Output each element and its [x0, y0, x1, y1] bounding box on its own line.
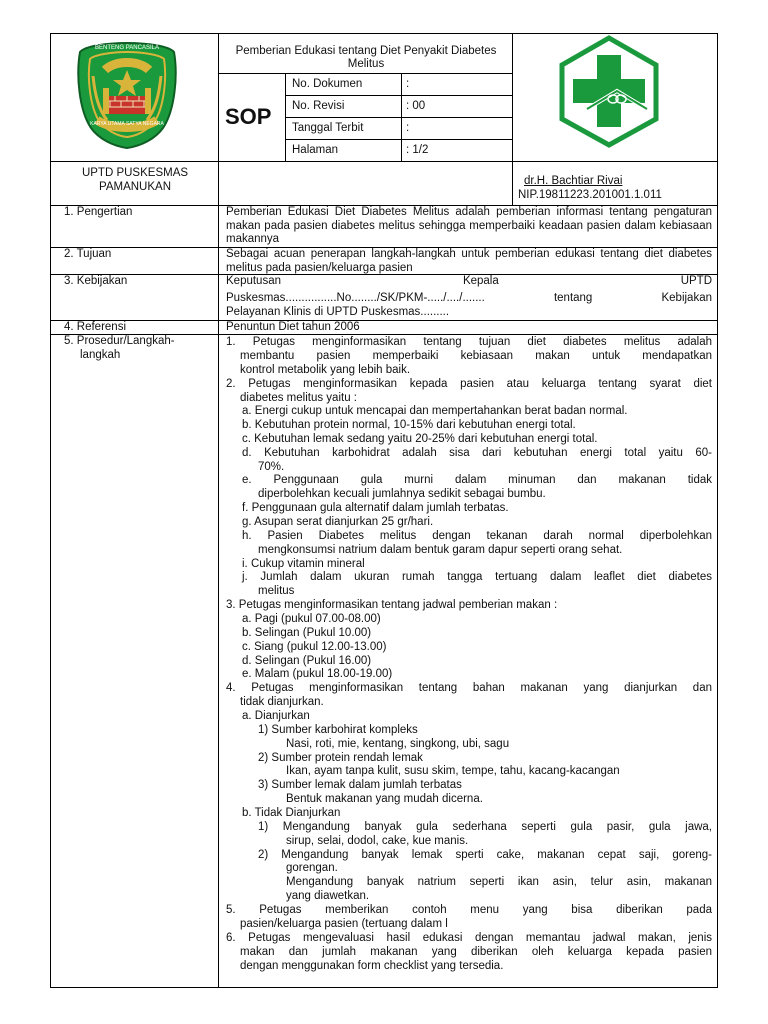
procedure-line: kontrol metabolik yang lebih baik.: [240, 364, 411, 376]
kebijakan-line-3: Pelayanan Klinis di UPTD Puskesmas.........: [226, 306, 450, 318]
procedure-line: melitus: [258, 585, 295, 597]
regency-emblem-logo: [75, 40, 180, 150]
procedure-line: a. Dianjurkan: [242, 710, 310, 722]
text-tujuan: Sebagai acuan penerapan langkah-langkah untuk pemberian edukasi tentang diet diabetes melitus pada pasien/keluarga pasien: [226, 248, 712, 274]
procedure-line: 3) Sumber lemak dalam jumlah terbatas: [258, 779, 462, 791]
signatory-name: dr.H. Bachtiar Rivai: [524, 175, 623, 187]
column-divider-left: [218, 33, 219, 988]
field-label-halaman: Halaman: [292, 144, 339, 156]
procedure-line: h. Pasien Diabetes melitus dengan tekanan darah normal diperbolehkan: [242, 530, 712, 542]
procedure-line: c. Kebutuhan lemak sedang yaitu 20-25% dari kebutuhan energi total.: [242, 433, 598, 445]
procedure-line: a. Energi cukup untuk mencapai dan mempertahankan berat badan normal.: [242, 405, 628, 417]
procedure-line: f. Penggunaan gula alternatif dalam jumlah terbatas.: [242, 502, 509, 514]
procedure-line: Bentuk makanan yang mudah dicerna.: [286, 793, 483, 805]
procedure-line: e. Penggunaan gula murni dalam minuman dan makanan tidak: [242, 474, 712, 486]
field-value-no-dokumen: :: [406, 78, 410, 90]
procedure-line: pasien/keluarga pasien (tertuang dalam l: [240, 918, 448, 930]
procedure-line: Nasi, roti, mie, kentang, singkong, ubi, sagu: [286, 738, 510, 750]
kebijakan-line-2: Puskesmas................No......../SK/PKM-...../..../....... tentang Kebijakan: [226, 292, 712, 304]
procedure-line: 2. Petugas menginformasikan kepada pasien atau keluarga tentang syarat diet: [226, 378, 712, 390]
procedure-line: diabetes melitus yaitu :: [240, 392, 357, 404]
procedure-line: b. Tidak Dianjurkan: [242, 807, 341, 819]
kebijakan-line-1: [226, 275, 712, 289]
signatory-nip: NIP.19811223.201001.1.011: [518, 189, 662, 201]
procedure-line: 2) Sumber protein rendah lemak: [258, 752, 423, 764]
procedure-line: d. Selingan (Pukul 16.00): [242, 655, 372, 667]
hline-title: [218, 73, 512, 74]
column-divider-right: [512, 33, 513, 206]
procedure-line: yang diawetkan.: [286, 890, 370, 902]
procedure-line: 1) Mengandung banyak gula sederhana seperti gula pasir, gula jawa,: [258, 821, 712, 833]
field-value-tanggal-terbit: :: [406, 122, 410, 134]
procedure-line: Mengandung banyak natrium seperti ikan asin, telur asin, makanan: [286, 876, 712, 888]
procedure-line: 1. Petugas menginformasikan tentang tujuan diet diabetes melitus adalah: [226, 336, 712, 348]
procedure-line: 1) Sumber karbohirat kompleks: [258, 724, 418, 736]
procedure-line: 3. Petugas menginformasikan tentang jadwal pemberian makan :: [226, 599, 558, 611]
procedure-line: mengkonsumsi natrium dalam bentuk garam dapur seperti orang sehat.: [258, 544, 623, 556]
procedure-line: 2) Mengandung banyak lemak sperti cake, makanan cepat saji, goreng-: [258, 849, 712, 861]
field-label-no-dokumen: No. Dokumen: [292, 78, 363, 90]
label-prosedur-2: langkah: [80, 349, 121, 361]
procedure-line: b. Kebutuhan protein normal, 10-15% dari kebutuhan energi total.: [242, 419, 576, 431]
procedure-line: a. Pagi (pukul 07.00-08.00): [242, 613, 381, 625]
hline-3: [50, 320, 718, 321]
document-title: Pemberian Edukasi tentang Diet Penyakit Diabetes Melitus: [235, 45, 497, 70]
label-referensi: 4. Referensi: [64, 321, 127, 333]
label-tujuan: 2. Tujuan: [64, 248, 112, 260]
procedure-line: Ikan, ayam tanpa kulit, susu skim, tempe, tahu, kacang-kacangan: [286, 765, 620, 777]
label-kebijakan: 3. Kebijakan: [64, 275, 128, 287]
text-referensi: Penuntun Diet tahun 2006: [226, 321, 360, 333]
hline-f2: [285, 117, 512, 118]
procedure-line: j. Jumlah dalam ukuran rumah tangga tertuang dalam leaflet diet diabetes: [242, 571, 712, 583]
procedure-line: d. Kebutuhan karbohidrat adalah sisa dari kebutuhan energi total yaitu 60-: [242, 447, 712, 459]
org-name: UPTD PUSKESMAS PAMANUKAN: [81, 167, 189, 193]
hline-header-bottom: [50, 161, 718, 162]
procedure-line: e. Malam (pukul 18.00-19.00): [242, 668, 393, 680]
field-value-halaman: : 1/2: [406, 144, 429, 156]
emblem-top-text: BENTENG PANCASILA: [95, 45, 159, 51]
label-pengertian: 1. Pengertian: [64, 206, 133, 218]
procedure-line: i. Cukup vitamin mineral: [242, 558, 365, 570]
procedure-line: makan dan jumlah makanan yang diberikan oleh keluarga kepada pasien: [240, 946, 712, 958]
procedure-line: membantu pasien memperbaiki kebiasaan makan untuk mendapatkan: [240, 350, 712, 362]
sop-label: SOP: [225, 104, 272, 129]
puskesmas-logo: [557, 35, 661, 148]
procedure-line: tidak dianjurkan.: [240, 696, 324, 708]
procedure-line: sirup, selai, dodol, cake, kue manis.: [286, 835, 469, 847]
procedure-line: c. Siang (pukul 12.00-13.00): [242, 641, 387, 653]
emblem-bottom-text: KARYA UTAMA SATYA NEGARA: [90, 121, 164, 127]
hline-f1: [285, 95, 512, 96]
procedure-line: dengan menggunakan form checklist yang tersedia.: [240, 960, 504, 972]
field-label-tanggal-terbit: Tanggal Terbit: [292, 122, 364, 134]
procedure-line: 4. Petugas menginformasikan tentang bahan makanan yang dianjurkan dan: [226, 682, 712, 694]
procedure-line: 5. Petugas memberikan contoh menu yang bisa diberikan pada: [226, 904, 712, 916]
procedure-line: b. Selingan (Pukul 10.00): [242, 627, 372, 639]
procedure-line: diperbolehkan kecuali jumlahnya sedikit sebagai bumbu.: [258, 488, 546, 500]
procedure-line: 70%.: [258, 461, 285, 473]
field-value-no-revisi: : 00: [406, 100, 426, 112]
procedure-line: 6. Petugas mengevaluasi hasil edukasi dengan memantau jadwal makan, jenis: [226, 932, 712, 944]
label-prosedur-1: 5. Prosedur/Langkah-: [64, 335, 175, 347]
kebijakan-word-2: Kepala: [462, 275, 499, 287]
kebijakan-word-1: Keputusan: [226, 275, 281, 287]
procedure-line: gorengan.: [286, 862, 338, 874]
procedure-line: g. Asupan serat dianjurkan 25 gr/hari.: [242, 516, 434, 528]
text-pengertian: Pemberian Edukasi Diet Diabetes Melitus adalah pemberian informasi tentang pengaturan makan pada pasien diabetes melitus sehingga memperbaiki keadaan pasien dalam kebiasaan makannya: [226, 206, 712, 246]
kebijakan-word-3: UPTD: [680, 275, 712, 287]
hline-f3: [285, 139, 512, 140]
field-label-no-revisi: No. Revisi: [292, 100, 345, 112]
